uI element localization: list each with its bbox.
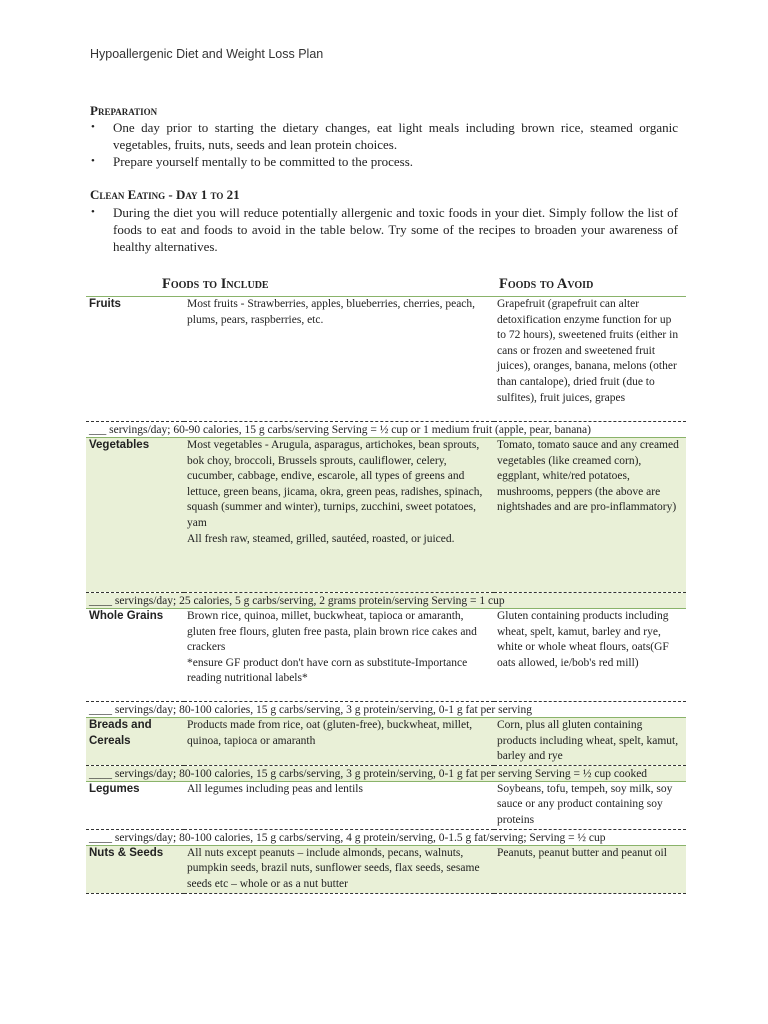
page-header: Hypoallergenic Diet and Weight Loss Plan	[90, 47, 324, 61]
servings-note: ____ servings/day; 80-100 calories, 15 g carbs/serving, 4 g protein/serving, 0-1.5 g fat/serving; Serving = ½ cup	[86, 829, 686, 845]
preparation-list	[90, 119, 678, 171]
list-item: • During the diet you will reduce potentially allergenic and toxic foods in your diet. Simply follow the list of foods to eat and foods to avoid in the table below. Try some of the recipes to broaden your awareness of healthy alternatives.	[90, 204, 678, 256]
table-row-whole-grains	[86, 609, 686, 702]
table-row-fruits	[86, 297, 686, 422]
category-label: Legumes	[89, 782, 140, 795]
table-column-headers	[90, 276, 684, 296]
table-row-nuts-and-seeds	[86, 845, 686, 893]
include-column-header: Foods to Include	[162, 276, 269, 292]
table-row-breads-and-cereals	[86, 718, 686, 766]
avoid-cell: Corn, plus all gluten containing products including wheat, spelt, kamut, barley and rye	[497, 719, 679, 763]
clean-eating-heading: Clean Eating - Day 1 to 21	[90, 187, 240, 202]
servings-note: ____ servings/day; 25 calories, 5 g carbs/serving, 2 grams protein/serving Serving = 1 cup	[86, 593, 686, 609]
category-label: Breads and Cereals	[89, 719, 152, 747]
avoid-cell: Tomato, tomato sauce and any creamed vegetables (like creamed corn), eggplant, white/red potatoes, mushrooms, peppers (the above are nightshades and are pro-inflammatory)	[497, 439, 679, 514]
include-cell: All legumes including peas and lentils	[187, 782, 363, 795]
include-cell: Most fruits - Strawberries, apples, blueberries, cherries, peach, plums, pears, raspberries, etc.	[187, 298, 476, 326]
avoid-cell: Gluten containing products including wheat, spelt, kamut, barley and rye, white or whole wheat flours, oats(GF oats allowed, ie/bob's red mill)	[497, 610, 669, 669]
foods-table	[86, 296, 686, 894]
table-row-vegetables	[86, 438, 686, 593]
category-label: Whole Grains	[89, 610, 164, 622]
servings-row	[86, 765, 686, 781]
preparation-heading: Preparation	[90, 103, 158, 118]
clean-eating-list	[90, 204, 678, 256]
avoid-cell: Grapefruit (grapefruit can alter detoxification enzyme function for up to 72 hours), sweetened fruits (either in cans or frozen and sweetened fruit juices), oranges, banana, melons (other than cantalope), dried fruit (due to sulfites), fruit juices, grapes	[497, 298, 679, 404]
avoid-cell: Soybeans, tofu, tempeh, soy milk, soy sauce or any product containing soy proteins	[497, 782, 673, 826]
list-item: • One day prior to starting the dietary changes, eat light meals including brown rice, steamed organic vegetables, fruits, nuts, seeds and lean protein choices.	[90, 119, 678, 153]
servings-note: ___ servings/day; 60-90 calories, 15 g carbs/serving Serving = ½ cup or 1 medium fruit (apple, pear, banana)	[86, 422, 686, 438]
table-row-legumes	[86, 781, 686, 829]
servings-row	[86, 593, 686, 609]
avoid-cell: Peanuts, peanut butter and peanut oil	[494, 845, 686, 893]
servings-note: ____ servings/day; 80-100 calories, 15 g carbs/serving, 3 g protein/serving, 0-1 g fat per serving	[86, 702, 686, 718]
servings-row	[86, 702, 686, 718]
category-label: Fruits	[89, 298, 121, 310]
include-cell: Most vegetables - Arugula, asparagus, artichokes, bean sprouts, bok choy, broccoli, Brussels sprouts, cauliflower, celery, cucumber, cabbage, endive, escarole, all types of greens and lettuce, green beans, jicama, okra, green peas, radishes, spinach, squash (summer and winter), turnips, zucchini, sweet potatoes, yam All fresh raw, steamed, grilled, sautéed, roasted, or juiced.	[187, 439, 483, 545]
category-label: Vegetables	[89, 439, 150, 451]
list-item: • Prepare yourself mentally to be committed to the process.	[90, 153, 678, 170]
include-cell: All nuts except peanuts – include almonds, pecans, walnuts, pumpkin seeds, brazil nuts, sunflower seeds, flax seeds, sesame seeds etc – whole or as a nut butter	[184, 845, 494, 893]
servings-row	[86, 422, 686, 438]
servings-row	[86, 829, 686, 845]
include-cell: Brown rice, quinoa, millet, buckwheat, tapioca or amaranth, gluten free flours, gluten free pasta, plain brown rice cakes and crackers *ensure GF product don't have corn as substitute-Importance reading nutritional labels*	[187, 610, 477, 685]
category-label: Nuts & Seeds	[86, 845, 184, 893]
include-cell: Products made from rice, oat (gluten-free), buckwheat, millet, quinoa, tapioca or amaranth	[187, 719, 473, 747]
avoid-column-header: Foods to Avoid	[499, 276, 594, 292]
servings-note: ____ servings/day; 80-100 calories, 15 g carbs/serving, 3 g protein/serving, 0-1 g fat per serving Serving = ½ cup cooked	[86, 765, 686, 781]
